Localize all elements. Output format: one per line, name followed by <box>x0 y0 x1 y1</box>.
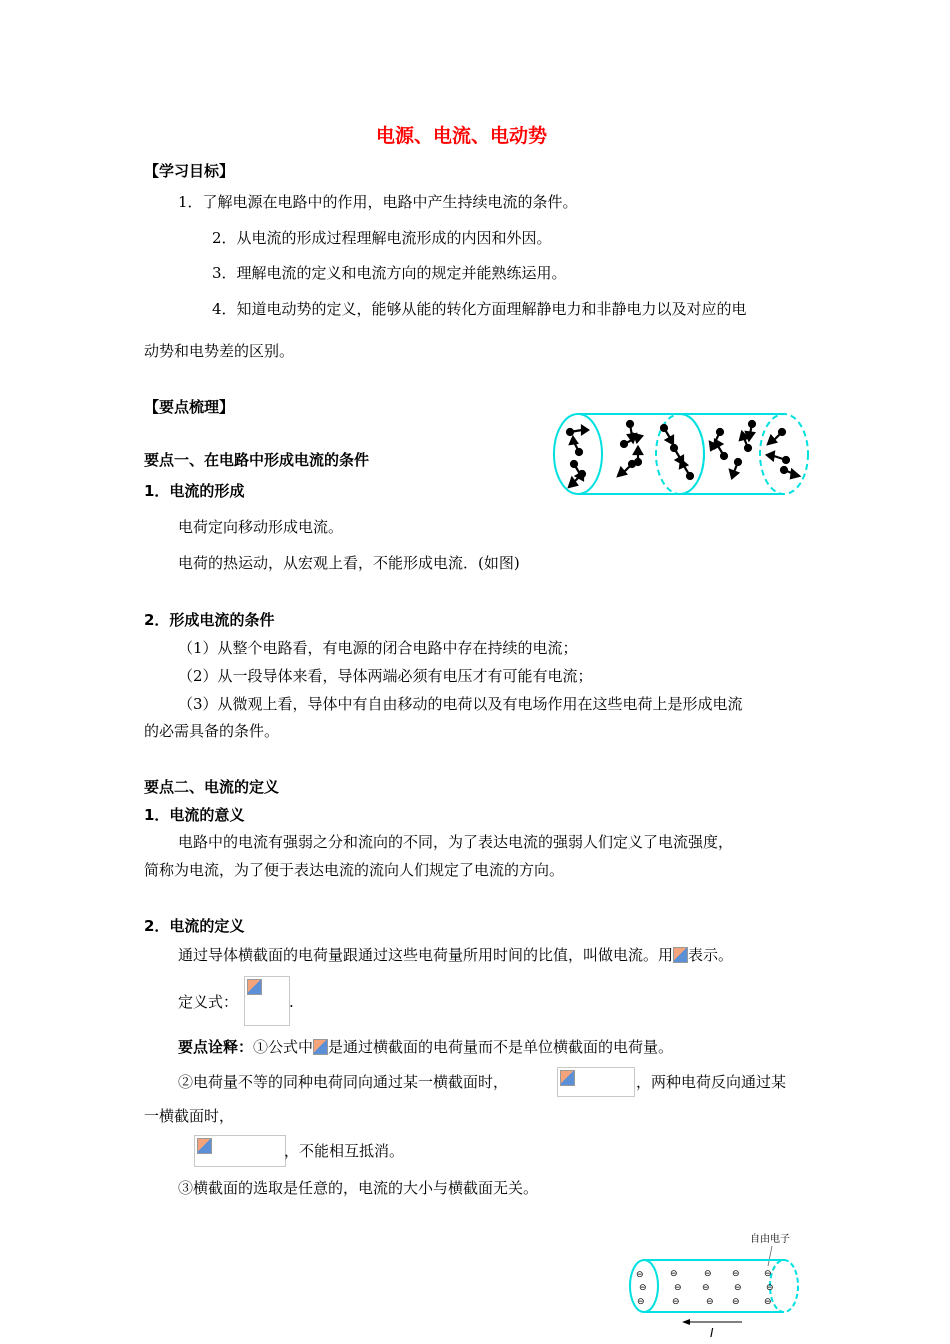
note2-text: ②电荷量不等的同种电荷同向通过某一横截面时， <box>178 1073 509 1091</box>
formula-end: . <box>289 993 294 1011</box>
point1-p1: 电荷定向移动形成电流。 <box>178 518 344 536</box>
electron: ⊖ <box>764 1269 772 1279</box>
condition-3: （3）从微观上看，导体中有自由移动的电荷以及有电场作用在这些电荷上是形成电流 <box>178 695 743 713</box>
note2-text-cont: 一横截面时， <box>144 1107 235 1125</box>
note4-text: ③横截面的选取是任意的，电流的大小与横截面无关。 <box>178 1179 539 1197</box>
note1-text-end: 是通过横截面的电荷量而不是单位横截面的电荷量。 <box>328 1038 674 1056</box>
point1-sub1: 1．电流的形成 <box>144 482 245 500</box>
point2-sub2: 2．电流的定义 <box>144 917 245 935</box>
electron: ⊖ <box>670 1269 678 1279</box>
formula-image <box>244 976 290 1026</box>
free-electron-label: 自由电子 <box>750 1234 790 1245</box>
thermal-motion-figure <box>552 410 814 500</box>
broken-image-icon <box>313 1039 328 1055</box>
electron: ⊖ <box>766 1283 774 1293</box>
formula-label: 定义式： <box>178 993 239 1011</box>
goals-heading: 【学习目标】 <box>144 162 235 180</box>
electron: ⊖ <box>639 1283 647 1293</box>
electron: ⊖ <box>674 1283 682 1293</box>
goal-item: 动势和电势差的区别。 <box>144 342 295 360</box>
electron: ⊖ <box>636 1270 644 1280</box>
condition-1: （1）从整个电路看，有电源的闭合电路中存在持续的电流； <box>178 639 578 657</box>
electron: ⊖ <box>637 1297 645 1307</box>
formula-image-opposite <box>194 1135 286 1167</box>
condition-3-cont: 的必需具备的条件。 <box>144 722 280 740</box>
goal-item: 4．知道电动势的定义，能够从能的转化方面理解静电力和非静电力以及对应的电 <box>212 300 747 318</box>
goal-item: 1．了解电源在电路中的作用，电路中产生持续电流的条件。 <box>178 193 578 211</box>
note3-text: ，不能相互抵消。 <box>284 1142 405 1160</box>
charge-arrow <box>567 426 588 435</box>
definition-text: 通过导体横截面的电荷量跟通过这些电荷量所用时间的比值，叫做电流。用 <box>178 946 674 964</box>
broken-image-icon <box>197 1138 212 1154</box>
goal-item: 2．从电流的形成过程理解电流形成的内因和外因。 <box>212 229 552 247</box>
meaning-line-2: 简称为电流，为了便于表达电流的流向人们规定了电流的方向。 <box>144 861 565 879</box>
goal-item: 3．理解电流的定义和电流方向的规定并能熟练运用。 <box>212 264 567 282</box>
note-line-1 <box>178 1037 673 1057</box>
electron: ⊖ <box>702 1283 710 1293</box>
point2-heading: 要点二、电流的定义 <box>144 778 280 796</box>
note2-text-end: ，两种电荷反向通过某 <box>636 1073 787 1091</box>
condition-2: （2）从一段导体来看，导体两端必须有电压才有可能有电流； <box>178 667 593 685</box>
note-label: 要点诠释： <box>178 1038 254 1056</box>
broken-image-icon <box>560 1070 575 1086</box>
point1-heading: 要点一、在电路中形成电流的条件 <box>144 451 370 469</box>
broken-image-icon <box>247 979 262 995</box>
electron: ⊖ <box>734 1283 742 1293</box>
current-label: I <box>710 1326 714 1340</box>
electron: ⊖ <box>732 1297 740 1307</box>
page-title: 电源、电流、电动势 <box>376 125 548 147</box>
electron: ⊖ <box>706 1297 714 1307</box>
broken-image-icon <box>673 947 688 963</box>
point1-p2: 电荷的热运动，从宏观上看，不能形成电流．(如图) <box>178 554 520 572</box>
formula-image-same <box>557 1067 635 1097</box>
electron: ⊖ <box>732 1269 740 1279</box>
meaning-line-1: 电路中的电流有强弱之分和流向的不同，为了表达电流的强弱人们定义了电流强度， <box>178 833 734 851</box>
point1-sub2: 2．形成电流的条件 <box>144 611 275 629</box>
electron: ⊖ <box>704 1269 712 1279</box>
point2-sub1: 1．电流的意义 <box>144 806 245 824</box>
electron: ⊖ <box>764 1297 772 1307</box>
electron: ⊖ <box>672 1297 680 1307</box>
note1-text: ①公式中 <box>253 1038 314 1056</box>
definition-line <box>178 945 733 965</box>
definition-text-end: 表示。 <box>688 946 734 964</box>
electron-drift-figure <box>624 1230 808 1342</box>
points-heading: 【要点梳理】 <box>144 398 235 416</box>
